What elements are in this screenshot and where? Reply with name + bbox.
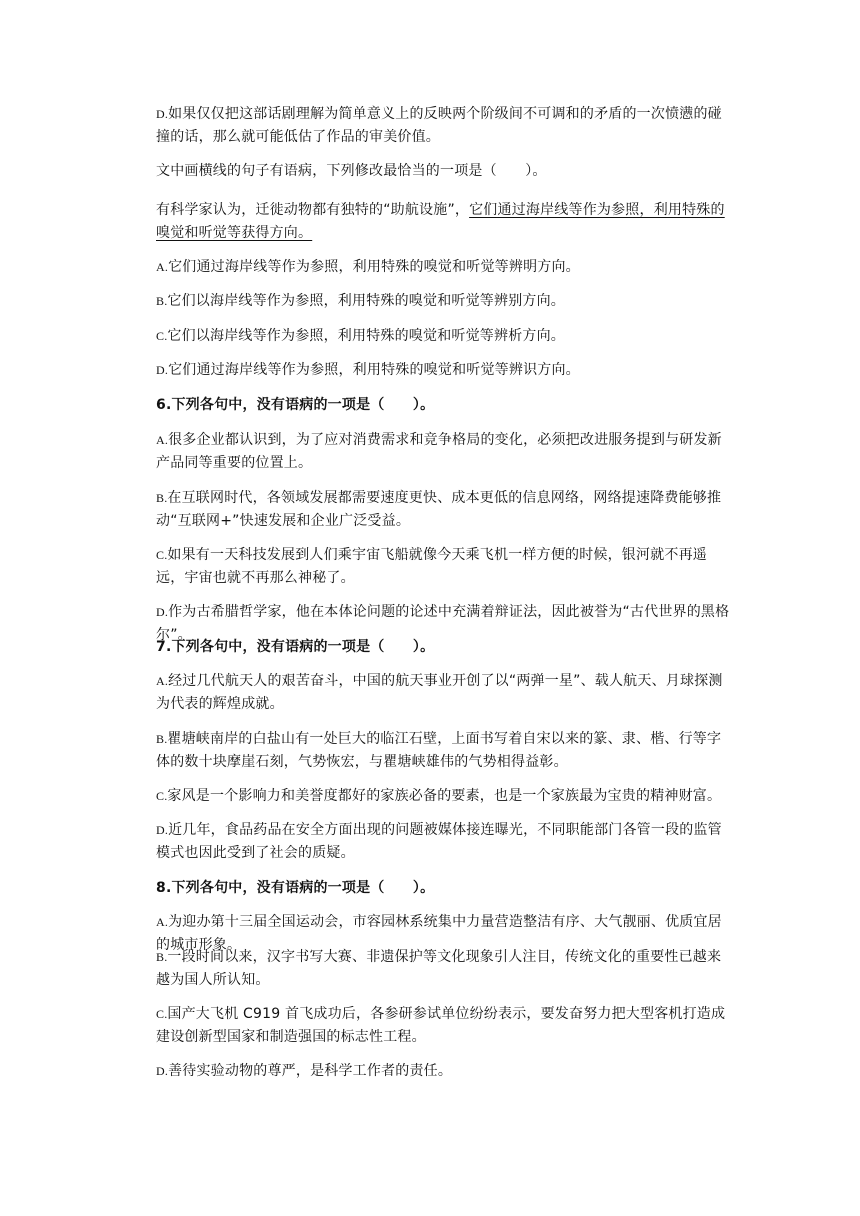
q8-option-c — [156, 1003, 734, 1048]
q8-option-b — [156, 946, 734, 991]
question-7 — [156, 636, 734, 659]
option-a — [156, 256, 734, 279]
question-number: 7. — [156, 639, 172, 655]
option-label: B. — [156, 491, 168, 505]
option-label: B. — [156, 950, 168, 964]
option-text: 如果有一天科技发展到人们乘宇宙飞船就像今天乘飞机一样方便的时候，银河就不再遥远，宇宙也就不再那么神秘了。 — [156, 547, 708, 586]
option-text: 在互联网时代，各领域发展都需要速度更快、成本更低的信息网络，网络提速降费能够推动“互联网+”快速发展和企业广泛受益。 — [156, 490, 722, 529]
question-text: 下列各句中，没有语病的一项是（ ）。 — [171, 397, 435, 413]
option-text: 如果仅仅把这部话剧理解为简单意义上的反映两个阶级间不可调和的矛盾的一次愤懑的碰撞的话，那么就可能低估了作品的审美价值。 — [156, 106, 722, 145]
question-8 — [156, 877, 734, 900]
option-label: D. — [156, 823, 169, 837]
option-label: D. — [156, 363, 169, 377]
q7-option-c — [156, 785, 734, 808]
option-text: 近几年，食品药品在安全方面出现的问题被媒体接连曝光，不同职能部门各管一段的监管模式也因此受到了社会的质疑。 — [156, 822, 722, 861]
question-number: 6. — [156, 397, 172, 413]
option-label: B. — [156, 294, 168, 308]
option-text: 家风是一个影响力和美誉度都好的家族必备的要素，也是一个家族最为宝贵的精神财富。 — [167, 788, 722, 804]
q7-option-d — [156, 819, 734, 864]
option-c — [156, 325, 734, 348]
option-text: 它们以海岸线等作为参照，利用特殊的嗅觉和听觉等辨别方向。 — [167, 293, 566, 309]
option-label: A. — [156, 433, 169, 447]
option-text: 一段时间以来，汉字书写大赛、非遗保护等文化现象引人注目，传统文化的重要性已越来越为国人所认知。 — [156, 949, 722, 988]
option-label: A. — [156, 915, 169, 929]
option-b — [156, 290, 734, 313]
option-label: C. — [156, 789, 168, 803]
q6-option-b — [156, 487, 734, 532]
option-label: C. — [156, 1007, 168, 1021]
option-label: A. — [156, 674, 169, 688]
option-d-previous-question — [156, 103, 734, 148]
option-label: D. — [156, 107, 169, 121]
question-text: 下列各句中，没有语病的一项是（ ）。 — [171, 880, 435, 896]
question-number: 8. — [156, 880, 172, 896]
passage — [156, 199, 734, 244]
passage-text: 有科学家认为，迁徙动物都有独特的“助航设施”， — [156, 202, 470, 218]
q7-option-b — [156, 728, 734, 773]
option-text: 为迎办第十三届全国运动会，市容园林系统集中力量营造整洁有序、大气靓丽、优质宜居的城市形象。 — [156, 914, 722, 953]
question-text: 文中画横线的句子有语病，下列修改最恰当的一项是（ ）。 — [156, 163, 547, 179]
option-label: D. — [156, 605, 169, 619]
q6-option-a — [156, 429, 734, 474]
q8-option-d — [156, 1060, 734, 1083]
option-text: 经过几代航天人的艰苦奋斗，中国的航天事业开创了以“两弹一星”、载人航天、月球探测为代表的辉煌成就。 — [156, 673, 723, 712]
option-text: 它们通过海岸线等作为参照，利用特殊的嗅觉和听觉等辨明方向。 — [168, 259, 580, 275]
option-label: C. — [156, 329, 168, 343]
option-d — [156, 359, 734, 382]
option-text: 国产大飞机 C919 首飞成功后，各参研参试单位纷纷表示，要发奋努力把大型客机打造成建设创新型国家和制造强国的标志性工程。 — [156, 1006, 726, 1045]
option-text: 作为古希腊哲学家，他在本体论问题的论述中充满着辩证法，因此被誉为“古代世界的黑格尔”。 — [156, 604, 730, 643]
question-6 — [156, 394, 734, 417]
option-label: C. — [156, 548, 168, 562]
option-label: B. — [156, 732, 168, 746]
option-text: 它们以海岸线等作为参照，利用特殊的嗅觉和听觉等辨析方向。 — [167, 328, 566, 344]
option-label: D. — [156, 1064, 169, 1078]
q6-option-c — [156, 544, 734, 589]
option-label: A. — [156, 260, 169, 274]
q7-option-a — [156, 670, 734, 715]
question-text: 下列各句中，没有语病的一项是（ ）。 — [171, 639, 435, 655]
underlined-sentence: 它们通过海岸线等作为参照，利用特殊的嗅觉和听觉等获得方向。 — [156, 202, 725, 241]
option-text: 很多企业都认识到，为了应对消费需求和竞争格局的变化，必须把改进服务提到与研发新产品同等重要的位置上。 — [156, 432, 722, 471]
question-stem — [156, 160, 734, 183]
option-text: 瞿塘峡南岸的白盐山有一处巨大的临江石壁，上面书写着自宋以来的篆、隶、楷、行等字体的数十块摩崖石刻，气势恢宏，与瞿塘峡雄伟的气势相得益彰。 — [156, 731, 722, 770]
option-text: 它们通过海岸线等作为参照，利用特殊的嗅觉和听觉等辨识方向。 — [168, 362, 580, 378]
option-text: 善待实验动物的尊严，是科学工作者的责任。 — [168, 1063, 453, 1079]
